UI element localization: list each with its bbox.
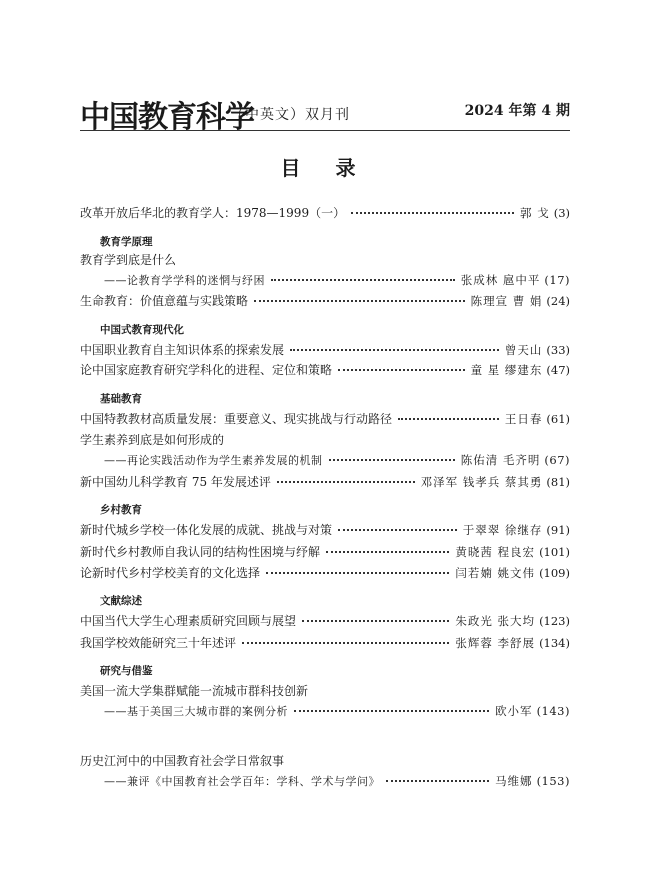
article-authors: 曾天山: [504, 343, 543, 357]
toc-entry[interactable]: [104, 272, 570, 288]
page-number: (81): [546, 475, 570, 489]
toc-entry[interactable]: [80, 473, 570, 489]
dot-leader: [277, 481, 415, 483]
issue-number: 2024 年第 4 期: [464, 103, 570, 119]
dot-leader: [290, 349, 499, 351]
section-heading: 文献综述: [100, 595, 142, 607]
toc-entry[interactable]: [80, 564, 570, 580]
article-authors: 陈佑清 毛齐明: [460, 453, 541, 467]
article-authors: 朱政光 张大均: [455, 614, 536, 628]
article-subtitle: ——基于美国三大城市群的案例分析: [104, 705, 288, 718]
dot-leader: [302, 620, 449, 622]
section-heading: 中国式教育现代化: [100, 324, 184, 336]
article-title: 中国特教教材高质量发展：重要意义、现实挑战与行动路径: [80, 412, 393, 426]
article-authors: 张成林 扈中平: [460, 273, 541, 287]
page-number: (153): [536, 774, 570, 788]
page-number: (143): [536, 704, 570, 718]
article-authors: 童 星 缪建东: [470, 363, 543, 377]
dot-leader: [338, 529, 457, 531]
page-number: (123): [539, 614, 570, 628]
page-number: (47): [546, 363, 570, 377]
article-authors: 王日春: [504, 412, 543, 426]
article-title: 新中国幼儿科学教育 75 年发展述评: [80, 475, 271, 489]
article-title: 新时代乡村教师自我认同的结构性困境与纾解: [80, 545, 321, 559]
toc-entry[interactable]: [80, 361, 570, 377]
section-heading: 乡村教育: [100, 504, 142, 516]
toc-entry[interactable]: [104, 773, 570, 789]
dot-leader: [271, 279, 455, 281]
article-title: 论中国家庭教育研究学科化的进程、定位和策略: [80, 363, 333, 377]
toc-entry[interactable]: [104, 452, 570, 468]
section-heading: 基础教育: [100, 393, 142, 405]
dot-leader: [294, 710, 489, 712]
page-number: (67): [544, 453, 570, 467]
dot-leader: [266, 572, 449, 574]
dot-leader: [326, 551, 449, 553]
page-number: (91): [546, 523, 570, 537]
toc-entry[interactable]: [80, 341, 570, 357]
article-title[interactable]: 历史江河中的中国教育社会学日常叙事: [80, 754, 285, 768]
page-number: (134): [539, 636, 570, 650]
article-title: 改革开放后华北的教育学人：1978—1999（一）: [80, 206, 346, 220]
toc-entry[interactable]: [80, 410, 570, 426]
article-title[interactable]: 学生素养到底是如何形成的: [80, 433, 225, 447]
dot-leader: [338, 369, 465, 371]
dot-leader: [254, 300, 465, 302]
toc-entry[interactable]: [104, 703, 570, 719]
article-subtitle: ——论教育学学科的迷惘与纾困: [104, 274, 265, 287]
toc-entry[interactable]: [80, 612, 570, 628]
contents-heading: 目 录: [280, 156, 370, 180]
article-authors: 闫若婻 姚文伟: [455, 566, 536, 580]
article-authors: 于翠翠 徐继存: [462, 523, 543, 537]
dot-leader: [329, 459, 455, 461]
page-number: (3): [553, 206, 570, 220]
article-authors: 张辉蓉 李舒展: [455, 636, 536, 650]
article-title: 中国职业教育自主知识体系的探索发展: [80, 343, 285, 357]
article-title[interactable]: 教育学到底是什么: [80, 253, 177, 267]
article-title: 我国学校效能研究三十年述评: [80, 636, 237, 650]
section-heading: 研究与借鉴: [100, 665, 153, 677]
article-title: 生命教育：价值意蕴与实践策略: [80, 294, 249, 308]
page-number: (101): [539, 545, 570, 559]
toc-entry[interactable]: [80, 204, 570, 220]
toc-entry[interactable]: [80, 292, 570, 308]
page-number: (33): [546, 343, 570, 357]
toc-entry[interactable]: [80, 634, 570, 650]
dot-leader: [351, 212, 514, 214]
article-title: 中国当代大学生心理素质研究回顾与展望: [80, 614, 297, 628]
page-number: (61): [546, 412, 570, 426]
article-title: 新时代城乡学校一体化发展的成就、挑战与对策: [80, 523, 333, 537]
section-heading: 教育学原理: [100, 236, 153, 248]
page-number: (24): [546, 294, 570, 308]
dot-leader: [242, 642, 449, 644]
dot-leader: [398, 418, 499, 420]
article-authors: 马维娜: [495, 774, 533, 788]
article-subtitle: ——兼评《中国教育社会学百年：学科、学术与学问》: [104, 775, 380, 788]
article-subtitle: ——再论实践活动作为学生素养发展的机制: [104, 454, 323, 467]
header-divider: [80, 130, 570, 131]
journal-subtitle: （中英文）双月刊: [230, 107, 350, 123]
toc-entry[interactable]: [80, 521, 570, 537]
article-authors: 黄晓茜 程良宏: [455, 545, 536, 559]
page-number: (17): [544, 273, 570, 287]
article-authors: 郭 戈: [520, 206, 550, 220]
article-authors: 欧小军: [495, 704, 533, 718]
dot-leader: [386, 780, 489, 782]
journal-title: 中国教育科学: [80, 100, 254, 135]
article-authors: 邓泽军 钱孝兵 蔡其勇: [420, 475, 543, 489]
article-authors: 陈理宣 曹 娟: [470, 294, 543, 308]
article-title: 论新时代乡村学校美育的文化选择: [80, 566, 261, 580]
toc-entry[interactable]: [80, 543, 570, 559]
page-number: (109): [539, 566, 570, 580]
article-title[interactable]: 美国一流大学集群赋能一流城市群科技创新: [80, 684, 309, 698]
